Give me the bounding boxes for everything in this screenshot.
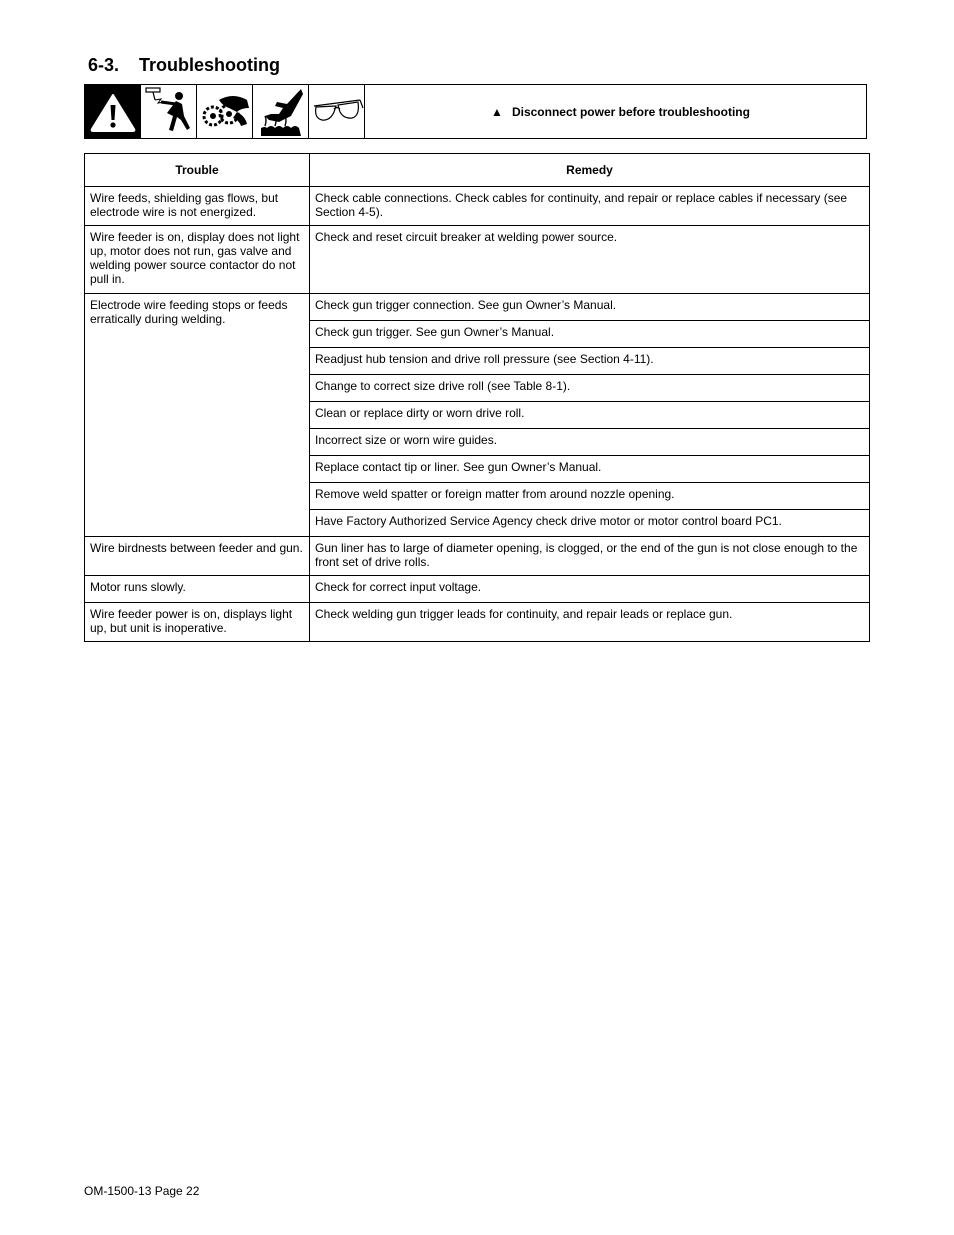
moving-parts-icon: [197, 85, 253, 138]
remedy-cell: Clean or replace dirty or worn drive roll.: [310, 402, 870, 429]
remedy-cell: Check welding gun trigger leads for continuity, and repair leads or replace gun.: [310, 603, 870, 642]
remedy-cell: Incorrect size or worn wire guides.: [310, 429, 870, 456]
remedy-cell: Check gun trigger. See gun Owner’s Manual.: [310, 321, 870, 348]
troubleshooting-table: [84, 153, 870, 642]
remedy-cell: Gun liner has to large of diameter opening, is clogged, or the end of the gun is not close enough to the front set of drive rolls.: [310, 537, 870, 576]
remedy-cell: Check and reset circuit breaker at welding power source.: [310, 226, 870, 294]
hot-parts-icon: [253, 85, 309, 138]
remedy-cell: Check gun trigger connection. See gun Owner’s Manual.: [310, 294, 870, 321]
table-row: [85, 603, 870, 642]
table-row: [85, 576, 870, 603]
table-row: [85, 226, 870, 294]
remedy-cell: Have Factory Authorized Service Agency check drive motor or motor control board PC1.: [310, 510, 870, 537]
trouble-cell: Wire feeds, shielding gas flows, but electrode wire is not energized.: [85, 187, 310, 226]
table-row: [85, 537, 870, 576]
table-row: [85, 294, 870, 321]
electric-shock-icon: [141, 85, 197, 138]
remedy-cell: Remove weld spatter or foreign matter from around nozzle opening.: [310, 483, 870, 510]
trouble-cell: Wire feeder is on, display does not light up, motor does not run, gas valve and welding power source contactor do not pull in.: [85, 226, 310, 294]
trouble-cell: Electrode wire feeding stops or feeds erratically during welding.: [85, 294, 310, 537]
remedy-cell: Change to correct size drive roll (see Table 8-1).: [310, 375, 870, 402]
remedy-cell: Replace contact tip or liner. See gun Owner’s Manual.: [310, 456, 870, 483]
trouble-cell: Wire birdnests between feeder and gun.: [85, 537, 310, 576]
page-footer: OM-1500-13 Page 22: [84, 1184, 200, 1198]
warning-triangle-icon: ▲: [491, 104, 503, 119]
trouble-header: Trouble: [85, 154, 310, 187]
caution-triangle-icon: [85, 85, 141, 138]
warning-box: [84, 84, 867, 139]
trouble-cell: Wire feeder power is on, displays light up, but unit is inoperative.: [85, 603, 310, 642]
section-title: Troubleshooting: [139, 55, 280, 75]
remedy-cell: Readjust hub tension and drive roll pressure (see Section 4-11).: [310, 348, 870, 375]
remedy-cell: Check for correct input voltage.: [310, 576, 870, 603]
section-number: 6-3.: [88, 55, 120, 75]
safety-icons: [85, 85, 365, 138]
section-heading: [88, 55, 280, 76]
table-header-row: [85, 154, 870, 187]
trouble-cell: Motor runs slowly.: [85, 576, 310, 603]
warning-text: Disconnect power before troubleshooting: [511, 104, 750, 119]
warning-message: [365, 85, 866, 138]
remedy-cell: Check cable connections. Check cables for continuity, and repair or replace cables if necessary (see Section 4-5).: [310, 187, 870, 226]
remedy-header: Remedy: [310, 154, 870, 187]
safety-glasses-icon: [309, 85, 365, 138]
table-row: [85, 187, 870, 226]
